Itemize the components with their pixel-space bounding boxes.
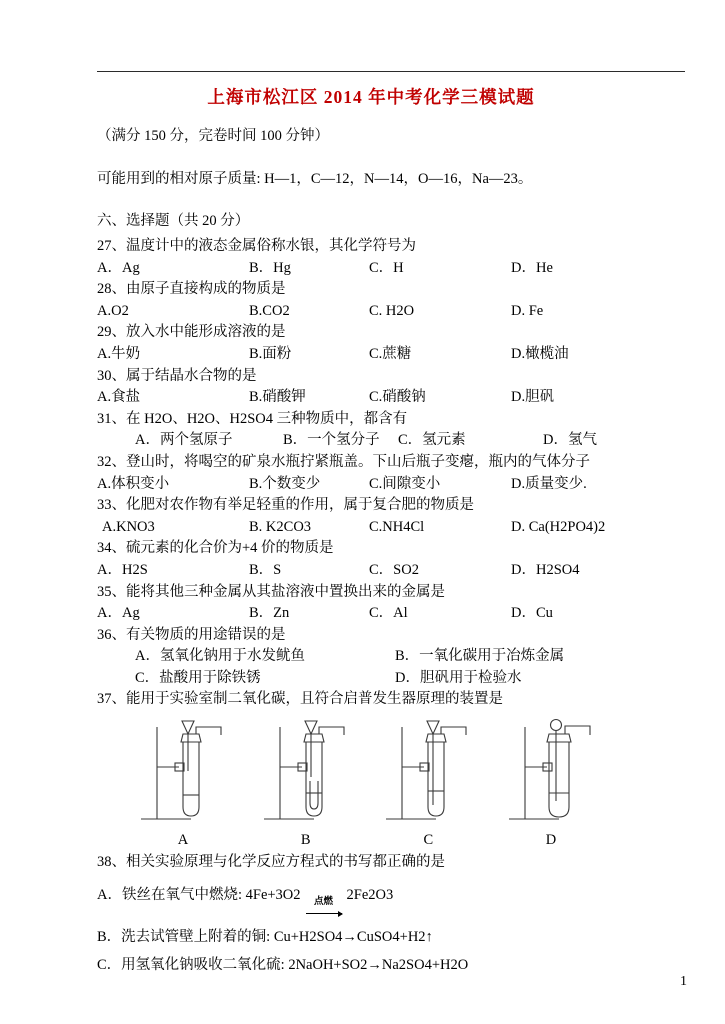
question-options	[97, 560, 645, 582]
apparatus-label-d: D	[545, 832, 557, 849]
apparatus-figures	[137, 715, 597, 848]
question-options	[97, 387, 645, 409]
option-c: C．Al	[369, 605, 408, 622]
gas-generator-figure-a	[137, 715, 229, 831]
question-stem: 36、有关物质的用途错误的是	[97, 626, 286, 643]
apparatus-label-a: A	[177, 832, 189, 849]
option-a: A.体积变小	[97, 475, 170, 492]
question-32	[97, 452, 645, 495]
question-stem: 27、温度计中的液态金属俗称水银，其化学符号为	[97, 238, 416, 254]
option-c: C.蔗糖	[369, 345, 412, 362]
question-35	[97, 582, 645, 625]
option-a: A.食盐	[97, 389, 141, 406]
exam-content	[97, 84, 645, 976]
question-31	[97, 409, 645, 452]
question-stem: 32、登山时，将喝空的矿泉水瓶拧紧瓶盖。下山后瓶子变瘪，瓶内的气体分子	[97, 453, 590, 470]
option-c: C. H2O	[369, 302, 415, 319]
option-d: D．He	[511, 259, 553, 276]
equation-a-lhs: A．铁丝在氧气中燃烧: 4Fe+3O2	[97, 886, 301, 903]
question-options	[97, 474, 645, 496]
question-stem: 35、能将其他三种金属从其盐溶液中置换出来的金属是	[97, 583, 445, 600]
question-28	[97, 279, 645, 322]
option-a: A．H2S	[97, 561, 148, 578]
option-d: D. Fe	[511, 302, 544, 319]
apparatus-diagram-d	[505, 715, 597, 848]
question-stem: 28、由原子直接构成的物质是	[97, 281, 286, 298]
question-options	[97, 344, 645, 366]
reaction-condition-label: 点燃	[314, 896, 334, 907]
question-34	[97, 538, 645, 581]
atomic-masses-note: 可能用到的相对原子质量: H—1，C—12，N—14，O—16，Na—23。	[97, 171, 533, 187]
option-d: D．H2SO4	[511, 561, 580, 578]
question-stem: 31、在 H2O、H2O、H2SO4 三种物质中，都含有	[97, 410, 408, 427]
option-c: C.间隙变小	[369, 475, 441, 492]
option-d: D．Cu	[511, 605, 553, 622]
option-a: A．氢氧化钠用于水发鱿鱼	[135, 648, 305, 665]
option-b: B.CO2	[249, 302, 290, 319]
equation-option-c: C．用氢氧化钠吸收二氧化硫: 2NaOH+SO2→Na2SO4+H2O	[97, 957, 469, 974]
exam-score-time-note: （满分 150 分，完卷时间 100 分钟）	[97, 128, 329, 144]
option-b: B．S	[249, 561, 282, 578]
arrow-shaft	[306, 907, 342, 914]
option-d: D. Ca(H2PO4)2	[511, 518, 606, 535]
equation-option-b: B．洗去试管壁上附着的铜: Cu+H2SO4→CuSO4+H2↑	[97, 929, 433, 946]
option-b: B．一氧化碳用于冶炼金属	[395, 648, 565, 665]
option-c: C．SO2	[369, 561, 419, 578]
question-options	[97, 646, 645, 689]
option-d: D．胆矾用于检验水	[395, 669, 522, 686]
option-b: B．Zn	[249, 605, 290, 622]
option-a: A.KNO3	[102, 518, 155, 535]
question-stem: 34、硫元素的化合价为+4 价的物质是	[97, 540, 334, 557]
option-b: B.个数变少	[249, 475, 321, 492]
option-b: B．一个氢分子	[283, 432, 380, 449]
question-27	[97, 236, 645, 279]
option-c: C.NH4Cl	[369, 518, 425, 535]
exam-title: 上海市松江区 2014 年中考化学三模试题	[207, 87, 535, 107]
equation-a-rhs: 2Fe2O3	[346, 886, 394, 903]
option-d: D.质量变少.	[511, 475, 587, 492]
question-stem: 33、化肥对农作物有举足轻重的作用，属于复合肥的物质是	[97, 497, 474, 514]
question-options	[97, 430, 645, 452]
question-options	[97, 258, 645, 280]
question-stem: 37、能用于实验室制二氧化碳，且符合启普发生器原理的装置是	[97, 691, 503, 708]
apparatus-diagram-a	[137, 715, 229, 848]
question-33	[97, 495, 645, 538]
option-d: D.胆矾	[511, 389, 555, 406]
option-c: C．盐酸用于除铁锈	[135, 669, 261, 686]
option-a: A.O2	[97, 302, 129, 319]
question-options	[97, 603, 645, 625]
question-38	[97, 852, 645, 976]
question-29	[97, 322, 645, 365]
gas-generator-figure-d	[505, 715, 597, 831]
question-stem: 38、相关实验原理与化学反应方程式的书写都正确的是	[97, 854, 445, 871]
option-d: D．氢气	[543, 432, 597, 449]
question-options	[97, 301, 645, 323]
apparatus-label-b: B	[300, 832, 311, 849]
question-30	[97, 366, 645, 409]
section-heading: 六、选择题（共 20 分）	[97, 213, 250, 229]
option-b: B．Hg	[249, 259, 291, 276]
option-a: A.牛奶	[97, 345, 141, 362]
option-b: B.硝酸钾	[249, 389, 306, 406]
gas-generator-figure-b	[260, 715, 352, 831]
option-a: A．Ag	[97, 259, 140, 276]
gas-generator-figure-c	[382, 715, 474, 831]
page-number: 1	[680, 974, 687, 989]
option-c: C．氢元素	[398, 432, 466, 449]
apparatus-diagram-c	[382, 715, 474, 848]
option-a: A．Ag	[97, 605, 140, 622]
question-37	[97, 689, 645, 848]
option-b: B. K2CO3	[249, 518, 312, 535]
option-c: C．H	[369, 259, 404, 276]
question-options	[97, 517, 645, 539]
question-stem: 30、属于结晶水合物的是	[97, 367, 257, 384]
apparatus-diagram-b	[260, 715, 352, 848]
option-a: A．两个氢原子	[135, 432, 233, 449]
apparatus-label-c: C	[423, 832, 434, 849]
reaction-arrow	[306, 898, 342, 915]
option-d: D.橄榄油	[511, 345, 569, 362]
option-b: B.面粉	[249, 345, 292, 362]
question-36	[97, 625, 645, 690]
header-rule	[97, 71, 685, 72]
question-stem: 29、放入水中能形成溶液的是	[97, 324, 286, 341]
equation-option-a	[97, 884, 645, 915]
option-c: C.硝酸钠	[369, 389, 426, 406]
